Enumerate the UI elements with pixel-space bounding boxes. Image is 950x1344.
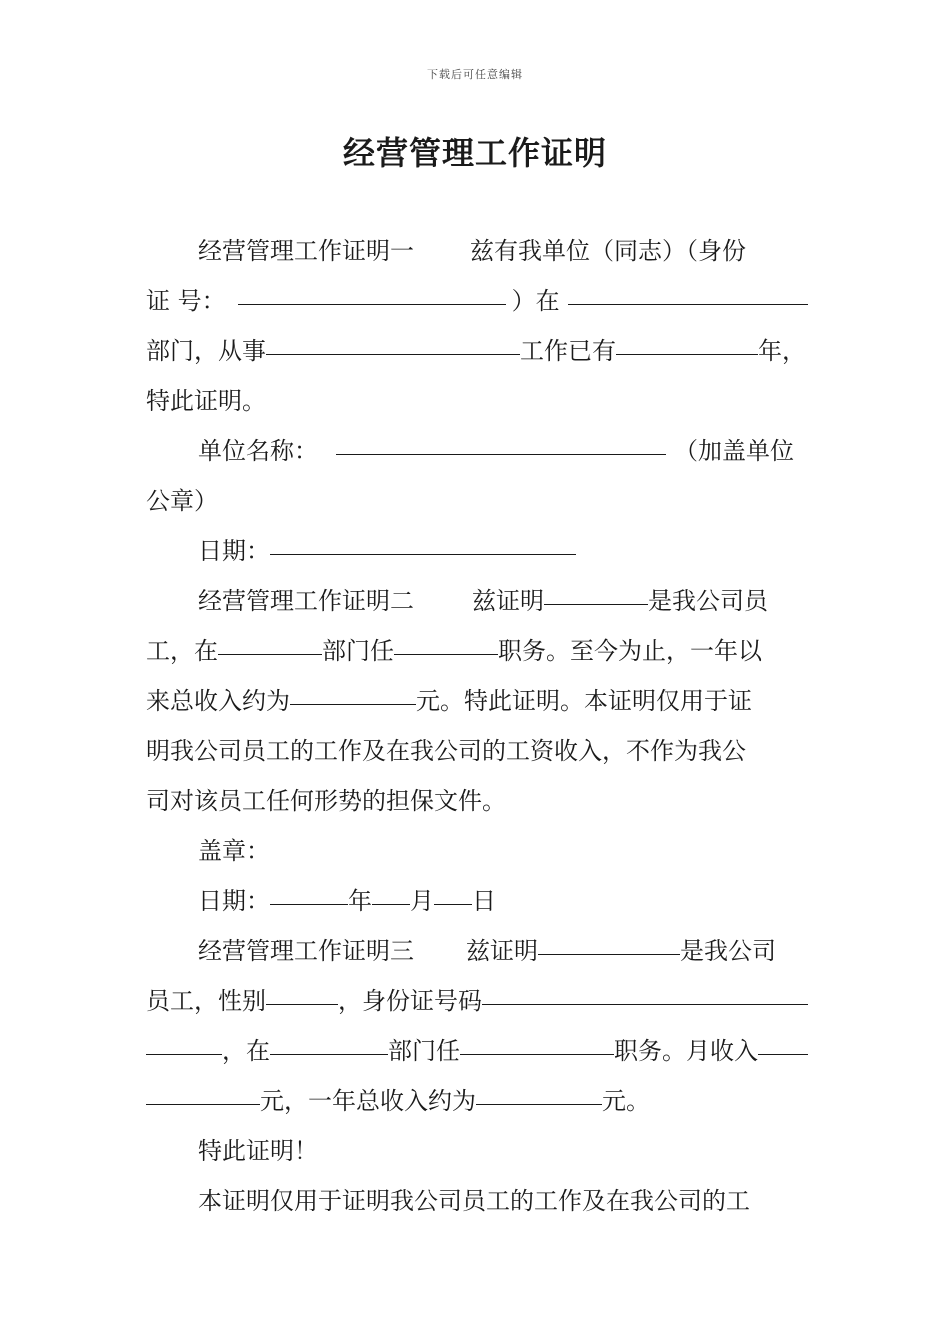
text-span: 部门，从事 [146, 337, 266, 365]
text-span: 司对该员工任何形势的担保文件。 [146, 787, 506, 815]
text-span: 职务。至今为止，一年以 [498, 637, 762, 665]
fill-blank-income[interactable] [290, 674, 416, 705]
paragraph-line [146, 326, 808, 376]
section-heading: 经营管理工作证明一 [198, 237, 414, 265]
text-span: 本证明仅用于证明我公司员工的工作及在我公司的工 [198, 1187, 750, 1215]
text-span: 工作已有 [520, 337, 616, 365]
fill-blank-position[interactable] [394, 624, 498, 655]
paragraph-line [146, 626, 808, 676]
fill-blank-department[interactable] [218, 624, 322, 655]
fill-blank-department[interactable] [568, 274, 808, 305]
fill-blank-date[interactable] [270, 524, 576, 555]
text-span: 元。 [602, 1087, 650, 1115]
paragraph-line [146, 576, 808, 626]
text-span: 兹证明 [466, 937, 538, 965]
paragraph-line [146, 376, 808, 426]
paragraph-line [146, 1076, 808, 1126]
fill-blank-gender[interactable] [266, 974, 338, 1005]
fill-blank-monthly-income-cont[interactable] [146, 1074, 260, 1105]
text-span: 是我公司员 [648, 587, 768, 615]
paragraph-line [146, 926, 808, 976]
paragraph-line [146, 726, 808, 776]
text-span: 日 [472, 887, 496, 915]
text-span: 明我公司员工的工作及在我公司的工资收入，不作为我公 [146, 737, 746, 765]
text-span: 公章） [146, 487, 218, 515]
text-span: （加盖单位 [674, 437, 794, 465]
paragraph-line [146, 226, 808, 276]
document-body [146, 226, 808, 1226]
text-span: 职务。月收入 [614, 1037, 758, 1065]
header-note: 下载后可任意编辑 [427, 68, 523, 81]
paragraph-line [146, 676, 808, 726]
text-span: 来总收入约为 [146, 687, 290, 715]
fill-blank-year[interactable] [270, 874, 348, 905]
text-span: 证 号： [146, 287, 226, 315]
paragraph-line [146, 776, 808, 826]
fill-blank-unit-name[interactable] [336, 424, 666, 455]
text-span: ，在 [222, 1037, 270, 1065]
section-heading: 经营管理工作证明三 [198, 937, 414, 965]
text-span: 特此证明。 [146, 387, 266, 415]
text-span: 兹有我单位（同志）（身份 [470, 237, 746, 265]
text-span: 盖章： [198, 837, 270, 865]
fill-blank-work[interactable] [266, 324, 520, 355]
text-span: 年， [758, 337, 806, 365]
fill-blank-monthly-income[interactable] [758, 1024, 808, 1055]
fill-blank-name[interactable] [544, 574, 648, 605]
text-span: 日期： [198, 537, 270, 565]
text-span: 工，在 [146, 637, 218, 665]
paragraph-line [146, 1126, 808, 1176]
text-span: ）在 [511, 287, 560, 315]
paragraph-line [146, 526, 808, 576]
fill-blank-id-number[interactable] [238, 274, 506, 305]
paragraph-line [146, 426, 808, 476]
document-title: 经营管理工作证明 [342, 134, 607, 172]
fill-blank-name[interactable] [538, 924, 680, 955]
paragraph-line [146, 276, 808, 326]
section-heading: 经营管理工作证明二 [198, 587, 414, 615]
text-span: 部门任 [388, 1037, 460, 1065]
text-span: 年 [348, 887, 372, 915]
text-span: 日期： [198, 887, 270, 915]
fill-blank-years[interactable] [616, 324, 758, 355]
fill-blank-day[interactable] [434, 874, 472, 905]
paragraph-line [146, 1026, 808, 1076]
text-span: 兹证明 [472, 587, 544, 615]
text-span: 元，一年总收入约为 [260, 1087, 476, 1115]
paragraph-line [146, 476, 808, 526]
paragraph-line [146, 976, 808, 1026]
text-span: 元。特此证明。本证明仅用于证 [416, 687, 752, 715]
text-span: 月 [410, 887, 434, 915]
paragraph-line [146, 876, 808, 926]
fill-blank-annual-income[interactable] [476, 1074, 602, 1105]
text-span: 是我公司 [680, 937, 776, 965]
paragraph-line [146, 826, 808, 876]
text-span: 特此证明！ [198, 1137, 318, 1165]
text-span: ，身份证号码 [338, 987, 482, 1015]
fill-blank-department[interactable] [270, 1024, 388, 1055]
fill-blank-month[interactable] [372, 874, 410, 905]
text-span: 部门任 [322, 637, 394, 665]
text-span: 单位名称： [198, 437, 318, 465]
paragraph-line [146, 1176, 808, 1226]
text-span: 员工，性别 [146, 987, 266, 1015]
fill-blank-position[interactable] [460, 1024, 614, 1055]
fill-blank-id-number-cont[interactable] [146, 1024, 222, 1055]
fill-blank-id-number[interactable] [482, 974, 808, 1005]
